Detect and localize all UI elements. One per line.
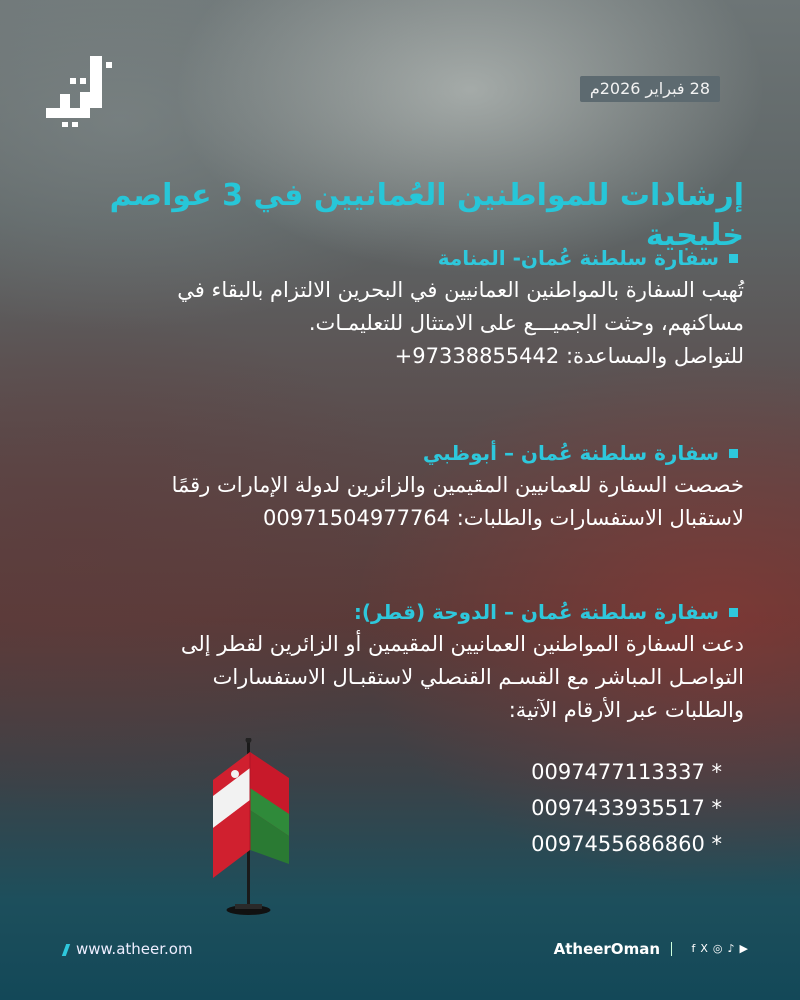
x-icon[interactable]: X <box>700 942 708 955</box>
list-item <box>531 790 722 826</box>
section-heading <box>60 437 738 469</box>
square-bullet-icon <box>729 608 738 617</box>
slash-icon <box>62 944 70 956</box>
section-abudhabi <box>60 437 744 535</box>
date-badge: 28 فبراير 2026م <box>580 76 720 102</box>
section-heading-text: سفارة سلطنة عُمان- المنامة <box>437 246 719 270</box>
brand-handle: AtheerOman <box>553 940 660 958</box>
contact-line <box>60 340 744 373</box>
footer <box>0 936 800 962</box>
body-line: مساكنهم، وحثت الجميـــع على الامتثال للتعليمـات. <box>308 311 744 335</box>
contact-line <box>60 502 744 535</box>
section-heading-text: سفارة سلطنة عُمان – الدوحة (قطر): <box>353 600 719 624</box>
section-heading-text: سفارة سلطنة عُمان – أبوظبي <box>422 441 719 465</box>
tiktok-icon[interactable]: ♪ <box>727 942 735 955</box>
phone-number: 0097433935517 <box>531 796 705 820</box>
flag-icon <box>205 738 295 918</box>
phone-number: 0097455686860 <box>531 832 705 856</box>
phone-number: 00971504977764 <box>262 506 451 530</box>
body-line: التواصـل المباشر مع القسـم القنصلي لاستقبـال الاستفسارات <box>212 665 744 689</box>
asterisk-bullet: * <box>711 760 722 784</box>
website-text: www.atheer.om <box>76 940 193 958</box>
phone-number: +97338855442 <box>394 344 560 368</box>
section-heading <box>60 242 738 274</box>
contact-label: للتواصل والمساعدة: <box>565 344 744 368</box>
body-line: خصصت السفارة للعمانيين المقيمين والزائرين لدولة الإمارات رقمًا <box>171 473 744 497</box>
section-heading <box>60 596 738 628</box>
square-bullet-icon <box>729 449 738 458</box>
phone-number: 0097477113337 <box>531 760 705 784</box>
youtube-icon[interactable]: ▶ <box>739 942 748 955</box>
instagram-icon[interactable]: ◎ <box>712 942 723 955</box>
body-line: تُهيب السفارة بالمواطنين العمانيين في البحرين الالتزام بالبقاء في <box>177 278 744 302</box>
divider <box>671 942 672 956</box>
section-doha <box>60 596 744 727</box>
logo-mark-icon <box>40 48 120 128</box>
facebook-icon[interactable]: f <box>691 942 696 955</box>
square-bullet-icon <box>729 254 738 263</box>
list-item <box>531 826 722 862</box>
body-line: والطلبات عبر الأرقام الآتية: <box>508 698 744 722</box>
page-title: إرشادات للمواطنين العُمانيين في 3 عواصم خليجية <box>109 178 744 253</box>
oman-flag-image <box>205 738 295 918</box>
list-item <box>531 754 722 790</box>
website-link[interactable] <box>64 936 193 962</box>
body-line: دعت السفارة المواطنين العمانيين المقيمين أو الزائرين لقطر إلى <box>180 632 744 656</box>
contact-label: لاستقبال الاستفسارات والطلبات: <box>456 506 744 530</box>
asterisk-bullet: * <box>711 796 722 820</box>
social-icons <box>691 940 748 958</box>
doha-numbers-list <box>531 754 722 862</box>
section-manama <box>60 242 744 373</box>
atheer-logo <box>40 48 120 128</box>
asterisk-bullet: * <box>711 832 722 856</box>
